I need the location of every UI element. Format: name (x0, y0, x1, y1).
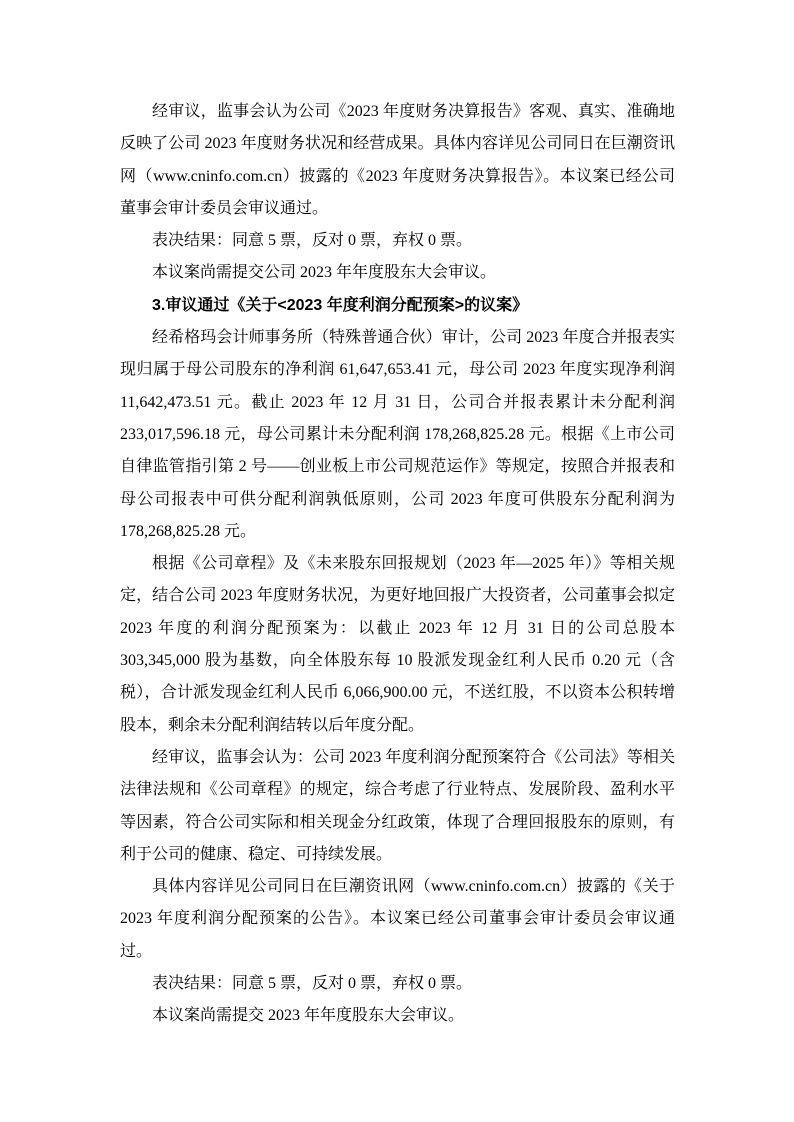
para-distribution-plan: 根据《公司章程》及《未来股东回报规划（2023 年—2025 年）》等相关规定，结合公司 2023 年度财务状况，为更好地回报广大投资者，公司董事会拟定 2023 年度的利润分配预案为：以截止 2023 年 12 月 31 日的公司总股本 303,345,000 股为基数，向全体股东每 10 股派发现金红利人民币 0.20 元（含税），合计派发现金红利人民币 6,066,900.00 元，不送红股，不以资本公积转增股本，剩余未分配利润结转以后年度分配。 (120, 555, 675, 734)
para-vote-result-item3: 表决结果：同意 5 票，反对 0 票，弃权 0 票。 (152, 975, 473, 993)
para-vote-result-item2: 表决结果：同意 5 票，反对 0 票，弃权 0 票。 (152, 232, 473, 250)
para-audit-figures: 经希格玛会计师事务所（特殊普通合伙）审计，公司 2023 年度合并报表实现归属于母公司股东的净利润 61,647,653.41 元，母公司 2023 年度实现净利润 11,642,473.51 元。截止 2023 年 12 月 31 日，公司合并报表累计未分配利润 233,017,596.18 元，母公司累计未分配利润 178,268,825.28 元。根据《上市公司自律监管指引第 2 号——创业板上市公司规范运作》等规定，按照合并报表和母公司报表中可供分配利润孰低原则，公司 2023 年度可供股东分配利润为 178,268,825.28 元。 (120, 329, 675, 540)
section-heading-item3-profit-distribution: 3.审议通过《关于<2023 年度利润分配预案>的议案》 (152, 296, 529, 314)
para-submit-to-agm-item2: 本议案尚需提交公司 2023 年年度股东大会审议。 (152, 264, 497, 282)
document-body (120, 96, 675, 1033)
para-supervisory-board-opinion: 经审议，监事会认为：公司 2023 年度利润分配预案符合《公司法》等相关法律法规和《公司章程》的规定，综合考虑了行业特点、发展阶段、盈利水平等因素，符合公司实际和相关现金分红政策，体现了合理回报股东的原则，有利于公司的健康、稳定、可持续发展。 (120, 748, 675, 863)
para-disclosure-reference: 具体内容详见公司同日在巨潮资讯网（www.cninfo.com.cn）披露的《关于 2023 年度利润分配预案的公告》。本议案已经公司董事会审计委员会审议通过。 (120, 878, 675, 960)
para-fiscal-report-opinion: 经审议，监事会认为公司《2023 年度财务决算报告》客观、真实、准确地反映了公司 2023 年度财务状况和经营成果。具体内容详见公司同日在巨潮资讯网（www.cninfo.com.cn）披露的《2023 年度财务决算报告》。本议案已经公司董事会审计委员会审议通过。 (120, 103, 675, 217)
para-submit-to-agm-item3: 本议案尚需提交 2023 年年度股东大会审议。 (152, 1007, 465, 1025)
